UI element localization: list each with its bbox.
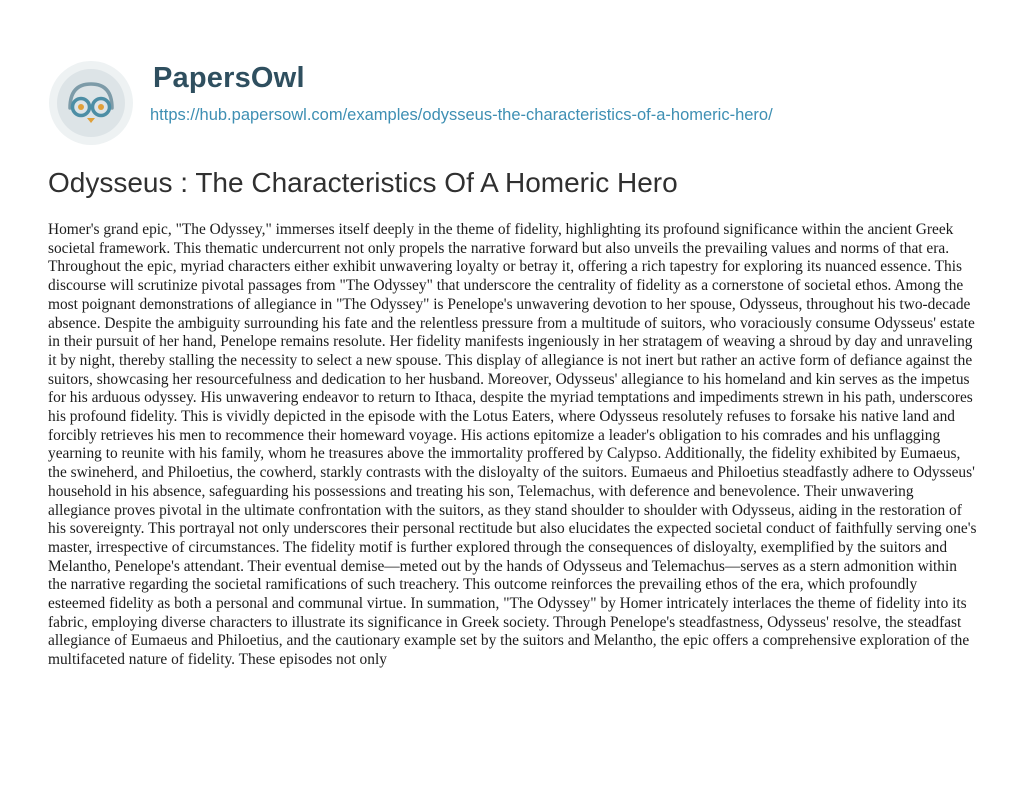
- owl-logo-icon[interactable]: [48, 60, 134, 146]
- article-title: Odysseus : The Characteristics Of A Homeric Hero: [48, 167, 678, 198]
- brand-name[interactable]: PapersOwl: [153, 62, 305, 94]
- article-body: Homer's grand epic, "The Odyssey," immerses itself deeply in the theme of fidelity, highlighting its profound significance within the ancient Greek societal framework. This thematic undercurrent not only propels the narrative forward but also unveils the prevailing values and norms of that era. Throughout the epic, myriad characters either exhibit unwavering loyalty or betray it, offering a rich tapestry for exploring its nuanced essence. This discourse will scrutinize pivotal passages from "The Odyssey" that underscore the centrality of fidelity as a cornerstone of societal ethos. Among the most poignant demonstrations of allegiance in "The Odyssey" is Penelope's unwavering devotion to her spouse, Odysseus, throughout his two-decade absence. Despite the ambiguity surrounding his fate and the relentless pressure from a multitude of suitors, who voraciously consume Odysseus' estate in their pursuit of her hand, Penelope remains resolute. Her fidelity manifests ingeniously in her stratagem of weaving a shroud by day and unraveling it by night, thereby stalling the necessity to select a new spouse. This display of allegiance is not inert but rather an active form of defiance against the suitors, showcasing her resourcefulness and dedication to her husband. Moreover, Odysseus' allegiance to his homeland and kin serves as the impetus for his arduous odyssey. His unwavering endeavor to return to Ithaca, despite the myriad temptations and impediments strewn in his path, underscores his profound fidelity. This is vividly depicted in the episode with the Lotus Eaters, where Odysseus resolutely refuses to forsake his native land and forcibly retrieves his men to recommence their homeward voyage. His actions epitomize a leader's obligation to his comrades and his unflagging yearning to reunite with his family, whom he treasures above the immortality proffered by Calypso. Additionally, the fidelity exhibited by Eumaeus, the swineherd, and Philoetius, the cowherd, starkly contrasts with the disloyalty of the suitors. Eumaeus and Philoetius steadfastly adhere to Odysseus' household in his absence, safeguarding his possessions and treating his son, Telemachus, with deference and benevolence. Their unwavering allegiance proves pivotal in the ultimate confrontation with the suitors, as they stand shoulder to shoulder with Odysseus, aiding in the restoration of his sovereignty. This portrayal not only underscores their personal rectitude but also elucidates the expected societal conduct of faithfully serving one's master, irrespective of circumstances. The fidelity motif is further explored through the consequences of disloyalty, exemplified by the suitors and Melantho, Penelope's attendant. Their eventual demise—meted out by the hands of Odysseus and Telemachus—serves as a stern admonition within the narrative regarding the societal ramifications of such treachery. This outcome reinforces the prevailing ethos of the era, which profoundly esteemed fidelity as both a personal and communal virtue. In summation, "The Odyssey" by Homer intricately interlaces the theme of fidelity into its fabric, employing diverse characters to illustrate its significance in Greek society. Through Penelope's steadfastness, Odysseus' resolve, the steadfast allegiance of Eumaeus and Philoetius, and the cautionary example set by the suitors and Melantho, the epic offers a comprehensive exploration of the multifaceted nature of fidelity. These episodes not only: [48, 221, 977, 669]
- source-url-link[interactable]: https://hub.papersowl.com/examples/odysseus-the-characteristics-of-a-homeric-hero/: [150, 106, 773, 124]
- site-header: [48, 60, 978, 150]
